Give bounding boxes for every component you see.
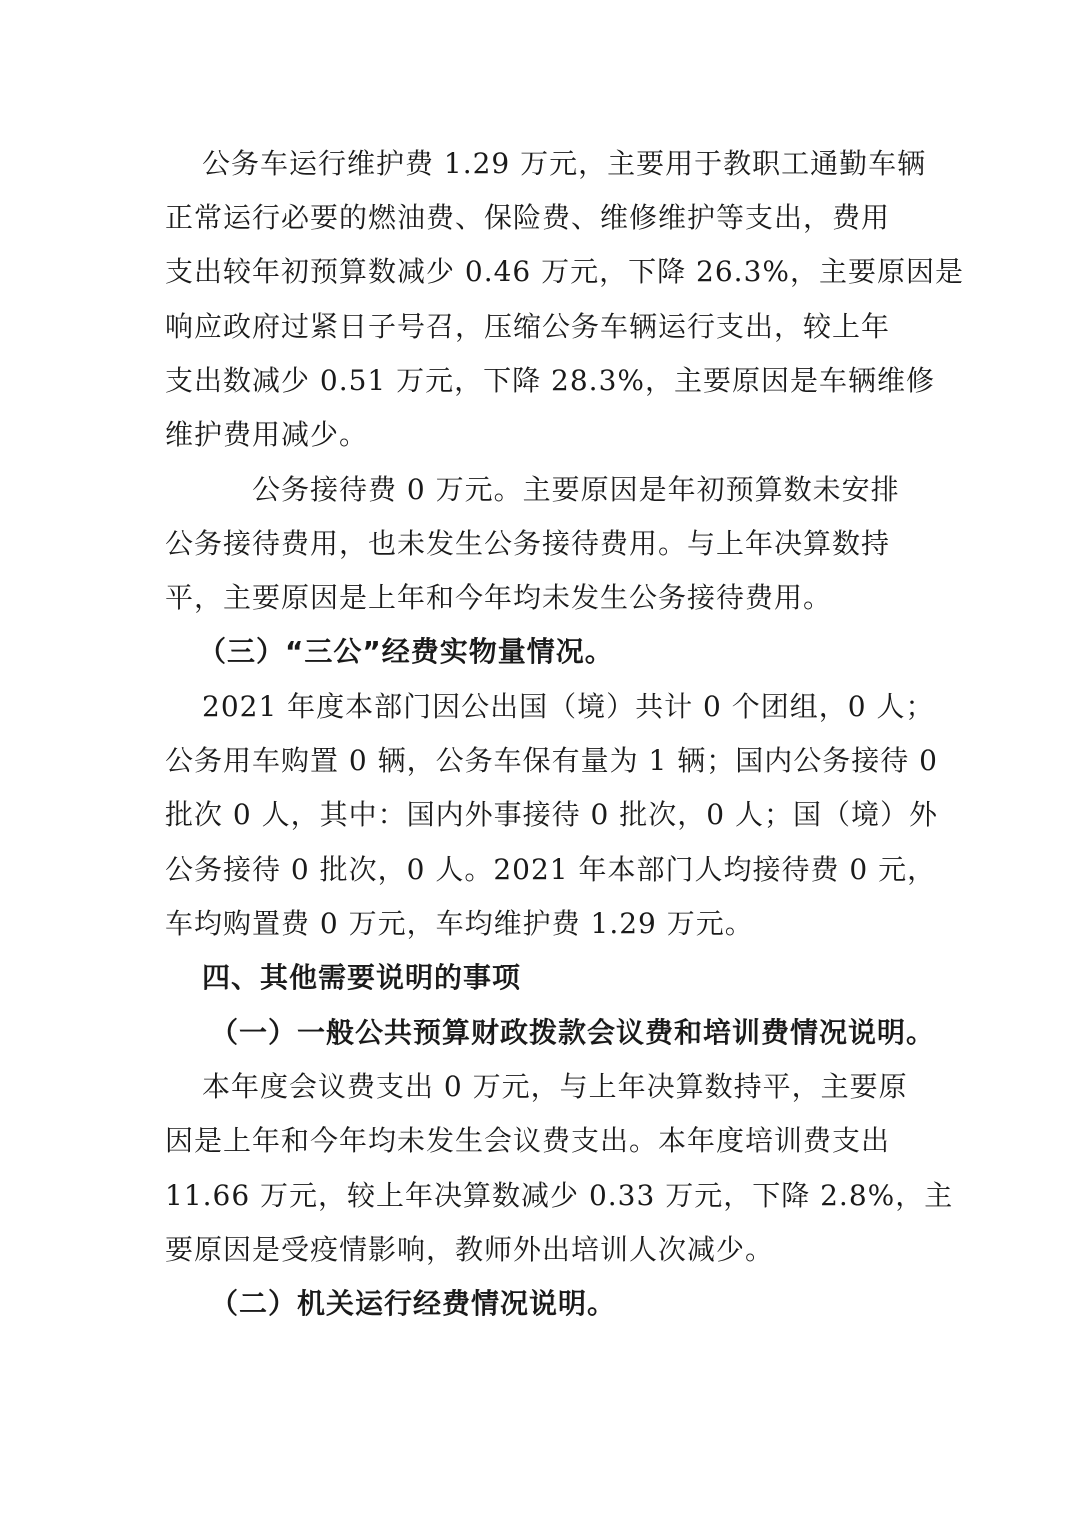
paragraph-line: 响应政府过紧日子号召，压缩公务车辆运行支出，较上年 bbox=[165, 310, 891, 343]
paragraph-line: 公务接待费 0 万元。主要原因是年初预算数未安排 bbox=[252, 473, 900, 506]
paragraph-line: 公务用车购置 0 辆，公务车保有量为 1 辆；国内公务接待 0 bbox=[165, 744, 938, 777]
paragraph-line: 批次 0 人，其中：国内外事接待 0 批次，0 人；国（境）外 bbox=[165, 798, 938, 831]
paragraph-line: 公务车运行维护费 1.29 万元，主要用于教职工通勤车辆 bbox=[202, 147, 927, 180]
paragraph-line: 正常运行必要的燃油费、保险费、维修维护等支出，费用 bbox=[165, 201, 891, 234]
paragraph-line: 公务接待费用，也未发生公务接待费用。与上年决算数持 bbox=[165, 527, 891, 560]
section-heading: （三）“三公”经费实物量情况。 bbox=[198, 635, 614, 668]
paragraph-line: 支出数减少 0.51 万元，下降 28.3%，主要原因是车辆维修 bbox=[165, 364, 935, 397]
paragraph-line: 公务接待 0 批次，0 人。2021 年本部门人均接待费 0 元， bbox=[165, 853, 937, 886]
paragraph-line: 维护费用减少。 bbox=[165, 418, 369, 451]
paragraph-line: 要原因是受疫情影响，教师外出培训人次减少。 bbox=[165, 1233, 775, 1266]
section-heading: （二）机关运行经费情况说明。 bbox=[210, 1287, 617, 1320]
paragraph-line: 车均购置费 0 万元，车均维护费 1.29 万元。 bbox=[165, 907, 754, 940]
paragraph-line: 平，主要原因是上年和今年均未发生公务接待费用。 bbox=[165, 581, 833, 614]
paragraph-line: 因是上年和今年均未发生会议费支出。本年度培训费支出 bbox=[165, 1124, 891, 1157]
section-heading: 四、其他需要说明的事项 bbox=[202, 961, 522, 994]
paragraph-line: 本年度会议费支出 0 万元，与上年决算数持平，主要原 bbox=[202, 1070, 908, 1103]
paragraph-line: 11.66 万元，较上年决算数减少 0.33 万元，下降 2.8%，主 bbox=[165, 1179, 954, 1212]
paragraph-line: 2021 年度本部门因公出国（境）共计 0 个团组，0 人； bbox=[202, 690, 935, 723]
paragraph-line: 支出较年初预算数减少 0.46 万元，下降 26.3%，主要原因是 bbox=[165, 255, 964, 288]
section-heading: （一）一般公共预算财政拨款会议费和培训费情况说明。 bbox=[210, 1016, 936, 1049]
